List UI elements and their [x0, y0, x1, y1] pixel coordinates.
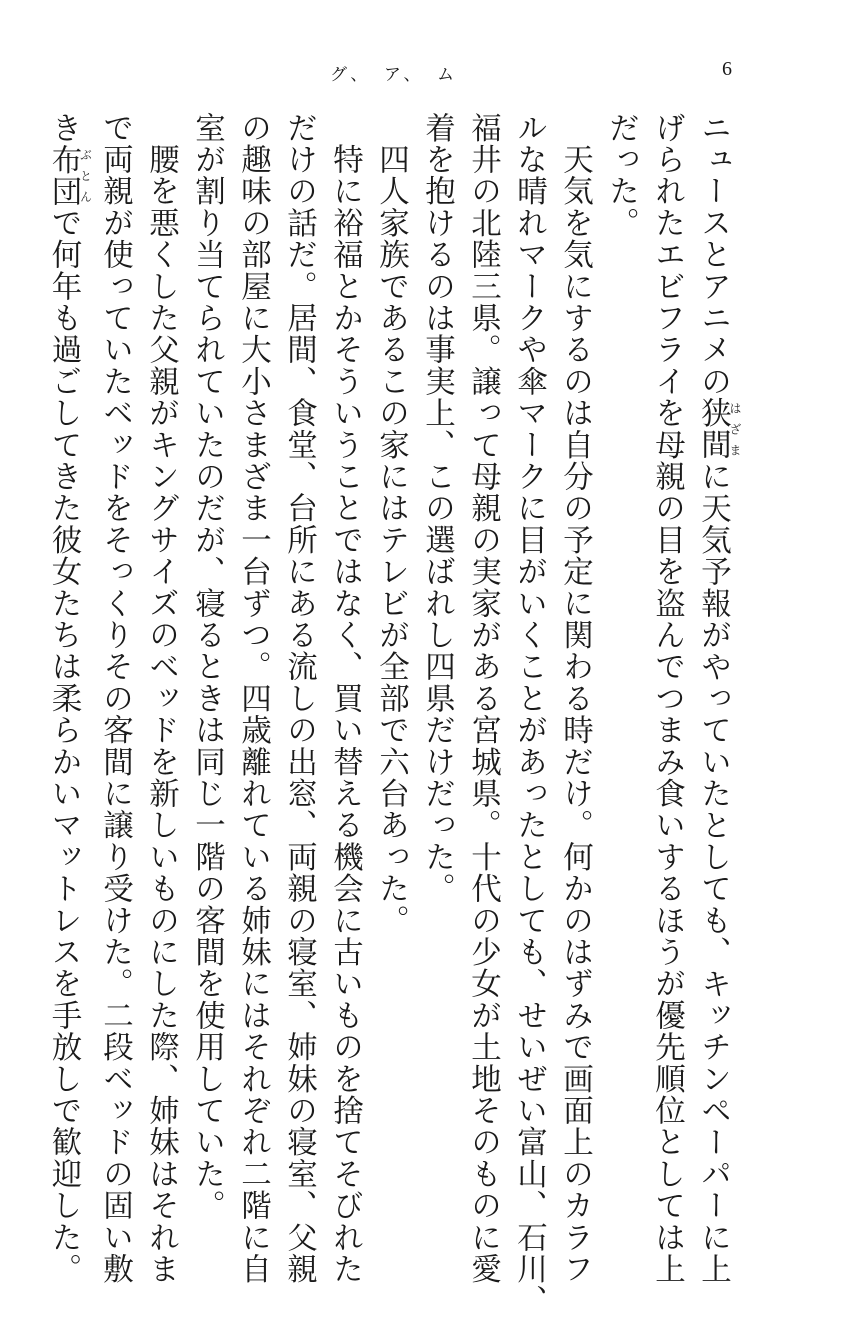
text-line: き布団ぶとんで何年も過ごしてきた彼女たちは柔らかいマットレスを手放しで歓迎した。	[46, 112, 93, 1285]
vertical-body-text	[46, 112, 742, 1317]
text-line: で両親が使っていたベッドをそっくりその客間に譲り受けた。二段ベッドの固い敷	[97, 112, 133, 1285]
text-line: ルな晴れマークや傘マークに目がいくことがあったとしても、せいぜい富山、石川、	[511, 112, 547, 1317]
text-line: の趣味の部屋に大小さまざま一台ずつ。四歳離れている姉妹にはそれぞれ二階に自	[235, 112, 271, 1285]
text-line: ニュースとアニメの狭間はざまに天気予報がやっていたとしても、キッチンペーパーに上	[695, 112, 742, 1285]
text-line: だけの話だ。居間、食堂、台所にある流しの出窓、両親の寝室、姉妹の寝室、父親	[281, 112, 317, 1285]
text-line: だった。	[603, 112, 639, 239]
text-line: 着を抱けるのは事実上、この選ばれし四県だけだった。	[419, 112, 455, 905]
text-line: げられたエビフライを母親の目を盗んでつまみ食いするほうが優先順位としては上	[649, 112, 685, 1285]
running-head: グ、 ア、 ム	[330, 65, 458, 85]
text-line: 福井の北陸三県。譲って母親の実家がある宮城県。十代の少女が土地そのものに愛	[465, 112, 501, 1285]
text-line: 天気を気にするのは自分の予定に関わる時だけ。何かのはずみで画面上のカラフ	[557, 112, 593, 1285]
page-number: 6	[722, 58, 732, 80]
text-line: 特に裕福とかそういうことではなく、買い替える機会に古いものを捨てそびれた	[327, 112, 363, 1285]
text-line: 腰を悪くした父親がキングサイズのベッドを新しいものにした際、姉妹はそれま	[143, 112, 179, 1285]
text-line: 四人家族であるこの家にはテレビが全部で六台あった。	[373, 112, 409, 937]
text-line: 室が割り当てられていたのだが、寝るときは同じ一階の客間を使用していた。	[189, 112, 225, 1222]
